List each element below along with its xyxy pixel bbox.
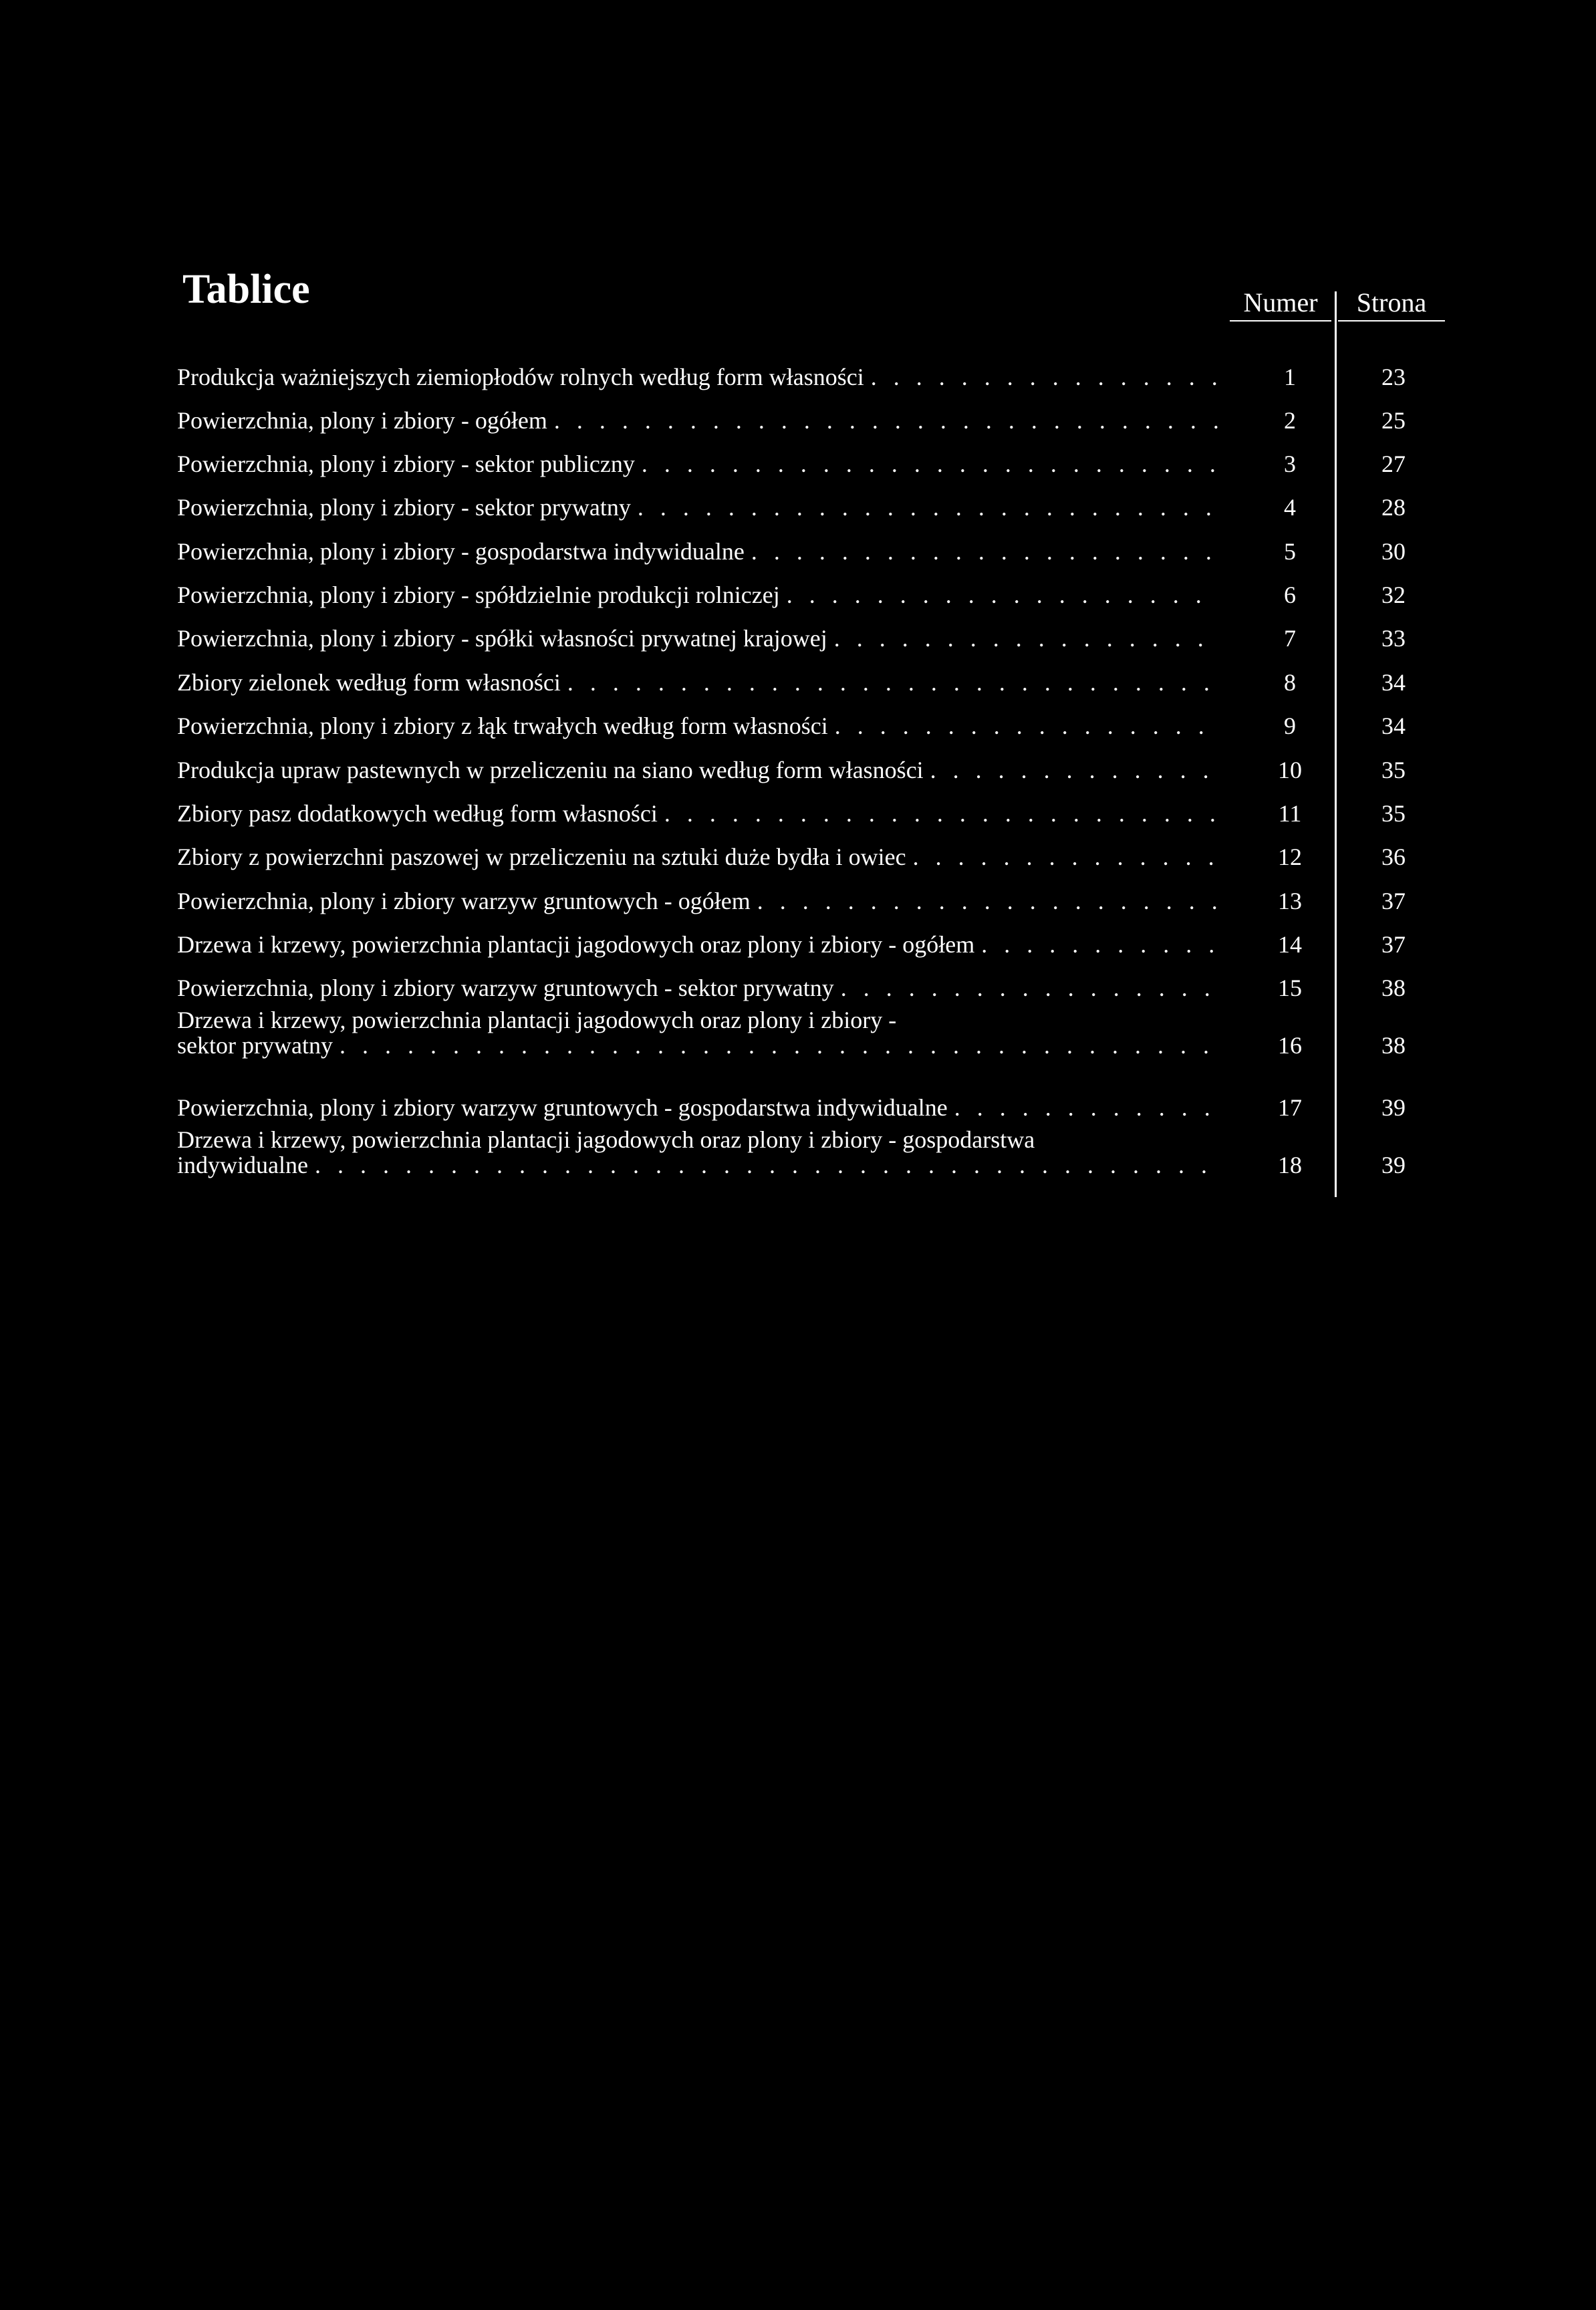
- toc-entry-text: Zbiory pasz dodatkowych według form własności: [177, 800, 658, 827]
- toc-entry-page: 36: [1381, 844, 1406, 870]
- toc-entry[interactable]: [177, 1127, 1220, 1178]
- toc-entry-title-line: [177, 626, 1220, 651]
- toc-entry[interactable]: [177, 888, 1220, 914]
- toc-entry-page: 25: [1381, 407, 1406, 434]
- toc-entry-number: 9: [1284, 713, 1296, 739]
- dot-leader: [635, 451, 1220, 477]
- toc-entry-title-line: [177, 539, 1220, 564]
- toc-entry-title-line: [177, 801, 1220, 826]
- column-header-number: Numer: [1230, 289, 1331, 322]
- toc-entry[interactable]: [177, 626, 1220, 651]
- toc-entry-text: Powierzchnia, plony i zbiory - gospodarstwa indywidualne: [177, 538, 745, 565]
- toc-entry[interactable]: [177, 364, 1220, 390]
- toc-entry-number: 17: [1278, 1094, 1302, 1121]
- toc-entry-text: Produkcja upraw pastewnych w przeliczeniu na siano według form własności: [177, 757, 924, 783]
- toc-entry-number: 18: [1278, 1152, 1302, 1178]
- dot-leader: [333, 1033, 1220, 1058]
- toc-entry-title-line: [177, 364, 1220, 390]
- toc-entry-number: 7: [1284, 625, 1296, 652]
- toc-entry-text: Powierzchnia, plony i zbiory warzyw gruntowych - sektor prywatny: [177, 975, 834, 1001]
- dot-leader: [780, 582, 1220, 608]
- toc-entry-page: 38: [1381, 1032, 1406, 1059]
- toc-entry[interactable]: [177, 495, 1220, 520]
- dot-leader: [924, 757, 1220, 783]
- toc-entry[interactable]: [177, 844, 1220, 870]
- toc-entry-text: Drzewa i krzewy, powierzchnia plantacji jagodowych oraz plony i zbiory - ogółem: [177, 931, 975, 958]
- toc-entry[interactable]: [177, 757, 1220, 783]
- toc-entry-number: 5: [1284, 538, 1296, 565]
- toc-entry-title-line: [177, 932, 1220, 957]
- toc-entry-page: 38: [1381, 975, 1406, 1001]
- dot-leader: [751, 888, 1220, 914]
- toc-entry-page: 37: [1381, 888, 1406, 914]
- toc-entry-text: Drzewa i krzewy, powierzchnia plantacji jagodowych oraz plony i zbiory - gospodarstwa: [177, 1126, 1035, 1153]
- toc-entry-number: 15: [1278, 975, 1302, 1001]
- toc-entry-page: 28: [1381, 494, 1406, 521]
- toc-entry-title-line: [177, 975, 1220, 1001]
- toc-entry-title-line: [177, 1033, 1220, 1058]
- toc-entry-text: Produkcja ważniejszych ziemiopłodów rolnych według form własności: [177, 364, 864, 390]
- toc-entry-page: 27: [1381, 451, 1406, 477]
- toc-entry-text: indywidualne: [177, 1152, 308, 1178]
- toc-entry-title-line-wrapped: [177, 1007, 1220, 1033]
- toc-entry-title-line: [177, 1152, 1220, 1178]
- toc-entry[interactable]: [177, 582, 1220, 608]
- toc-entry-text: Powierzchnia, plony i zbiory - spółki własności prywatnej krajowej: [177, 625, 827, 652]
- toc-entry-title-line: [177, 670, 1220, 695]
- dot-leader: [745, 539, 1220, 564]
- toc-entry-page: 35: [1381, 800, 1406, 827]
- toc-entry-title-line: [177, 408, 1220, 433]
- dot-leader: [948, 1095, 1220, 1120]
- toc-entry-title-line: [177, 713, 1220, 739]
- toc-entry-title-line: [177, 888, 1220, 914]
- toc-entry[interactable]: [177, 932, 1220, 957]
- toc-entry-number: 14: [1278, 931, 1302, 958]
- toc-entry-text: Zbiory zielonek według form własności: [177, 669, 561, 696]
- toc-entry-page: 32: [1381, 582, 1406, 608]
- toc-entry[interactable]: [177, 408, 1220, 433]
- toc-entry-text: Powierzchnia, plony i zbiory - ogółem: [177, 407, 547, 434]
- toc-entry-number: 8: [1284, 669, 1296, 696]
- column-divider: [1335, 291, 1337, 1197]
- toc-entry-text: Powierzchnia, plony i zbiory - sektor publiczny: [177, 451, 635, 477]
- toc-entry[interactable]: [177, 1095, 1220, 1120]
- dot-leader: [631, 495, 1220, 520]
- toc-entry-number: 10: [1278, 757, 1302, 783]
- dot-leader: [308, 1152, 1220, 1178]
- toc-entry-number: 1: [1284, 364, 1296, 390]
- toc-entry-number: 16: [1278, 1032, 1302, 1059]
- dot-leader: [906, 844, 1220, 870]
- toc-entry-text: Zbiory z powierzchni paszowej w przeliczeniu na sztuki duże bydła i owiec: [177, 844, 906, 870]
- toc-entry-page: 34: [1381, 713, 1406, 739]
- toc-entry-page: 34: [1381, 669, 1406, 696]
- toc-entry-text: Powierzchnia, plony i zbiory warzyw gruntowych - gospodarstwa indywidualne: [177, 1094, 948, 1121]
- toc-entry-page: 37: [1381, 931, 1406, 958]
- toc-entry-text: Powierzchnia, plony i zbiory warzyw gruntowych - ogółem: [177, 888, 751, 914]
- toc-entry[interactable]: [177, 670, 1220, 695]
- dot-leader: [828, 713, 1220, 739]
- toc-entry-page: 33: [1381, 625, 1406, 652]
- toc-entry-page: 39: [1381, 1094, 1406, 1121]
- toc-entry[interactable]: [177, 451, 1220, 477]
- toc-entry-text: sektor prywatny: [177, 1032, 333, 1059]
- dot-leader: [974, 932, 1220, 957]
- toc-entry-title-line: [177, 1095, 1220, 1120]
- toc-entry[interactable]: [177, 975, 1220, 1001]
- dot-leader: [834, 975, 1220, 1001]
- toc-entry-number: 13: [1278, 888, 1302, 914]
- toc-entry-page: 35: [1381, 757, 1406, 783]
- page-title: Tablice: [182, 267, 310, 312]
- dot-leader: [547, 408, 1220, 433]
- toc-entry-number: 4: [1284, 494, 1296, 521]
- toc-entry-text: Powierzchnia, plony i zbiory - sektor prywatny: [177, 494, 631, 521]
- dot-leader: [658, 801, 1220, 826]
- column-header-page: Strona: [1338, 289, 1445, 322]
- toc-entry-text: Drzewa i krzewy, powierzchnia plantacji jagodowych oraz plony i zbiory -: [177, 1007, 897, 1033]
- toc-entry-number: 6: [1284, 582, 1296, 608]
- toc-entry-number: 3: [1284, 451, 1296, 477]
- toc-entry-title-line: [177, 844, 1220, 870]
- dot-leader: [561, 670, 1220, 695]
- toc-entry-text: Powierzchnia, plony i zbiory - spółdzielnie produkcji rolniczej: [177, 582, 780, 608]
- toc-entry[interactable]: [177, 713, 1220, 739]
- toc-entry-page: 30: [1381, 538, 1406, 565]
- toc-entry-title-line-wrapped: [177, 1127, 1220, 1152]
- dot-leader: [864, 364, 1220, 390]
- dot-leader: [827, 626, 1220, 651]
- toc-entry-title-line: [177, 495, 1220, 520]
- toc-entry-page: 23: [1381, 364, 1406, 390]
- toc-entry-title-line: [177, 451, 1220, 477]
- toc-entry-number: 12: [1278, 844, 1302, 870]
- toc-entry-page: 39: [1381, 1152, 1406, 1178]
- toc-entry-number: 11: [1278, 800, 1302, 827]
- toc-entry[interactable]: [177, 1007, 1220, 1058]
- toc-entry-text: Powierzchnia, plony i zbiory z łąk trwałych według form własności: [177, 713, 828, 739]
- toc-entry[interactable]: [177, 801, 1220, 826]
- toc-entry-title-line: [177, 757, 1220, 783]
- toc-entry-title-line: [177, 582, 1220, 608]
- toc-entry[interactable]: [177, 539, 1220, 564]
- toc-entry-number: 2: [1284, 407, 1296, 434]
